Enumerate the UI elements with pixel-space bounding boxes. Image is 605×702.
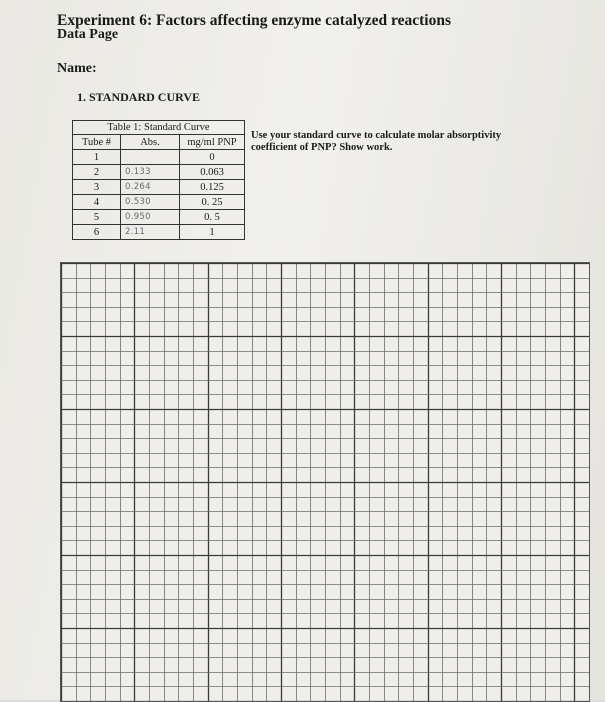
- name-label: Name:: [57, 61, 97, 76]
- table-row: [73, 180, 245, 195]
- abs-cell[interactable]: 2.11: [121, 225, 180, 240]
- pnp-cell: 0: [180, 150, 245, 165]
- table-row: [73, 165, 245, 180]
- pnp-cell: 0. 5: [180, 210, 245, 225]
- table-header-row: [73, 135, 245, 150]
- abs-cell[interactable]: 0.530: [121, 195, 180, 210]
- abs-cell[interactable]: 0.950: [121, 210, 180, 225]
- abs-cell[interactable]: 0.133: [121, 165, 180, 180]
- pnp-cell: 0.125: [180, 180, 245, 195]
- page-subtitle: Data Page: [57, 27, 119, 42]
- pnp-cell: 0.063: [180, 165, 245, 180]
- tube-cell: 5: [73, 210, 121, 225]
- standard-curve-table: [72, 120, 245, 240]
- tube-cell: 3: [73, 180, 121, 195]
- pnp-cell: 1: [180, 225, 245, 240]
- table-row: [73, 225, 245, 240]
- table-row: [73, 150, 245, 165]
- tube-cell: 4: [73, 195, 121, 210]
- abs-cell[interactable]: [121, 150, 180, 165]
- abs-cell[interactable]: 0.264: [121, 180, 180, 195]
- instructions-text: Use your standard curve to calculate molar absorptivity coefficient of PNP? Show work.: [251, 130, 502, 153]
- table-row: [73, 210, 245, 225]
- tube-cell: 6: [73, 225, 121, 240]
- column-header: mg/ml PNP: [180, 135, 245, 150]
- tube-cell: 1: [73, 150, 121, 165]
- table-row: [73, 195, 245, 210]
- page-title: Experiment 6: Factors affecting enzyme catalyzed reactions: [57, 12, 451, 29]
- graph-grid: [61, 263, 589, 701]
- table-caption: Table 1: Standard Curve: [72, 120, 245, 134]
- pnp-cell: 0. 25: [180, 195, 245, 210]
- column-header: Tube #: [73, 135, 121, 150]
- graph-paper[interactable]: [60, 262, 590, 702]
- tube-cell: 2: [73, 165, 121, 180]
- section-heading: 1. STANDARD CURVE: [77, 90, 201, 104]
- column-header: Abs.: [121, 135, 180, 150]
